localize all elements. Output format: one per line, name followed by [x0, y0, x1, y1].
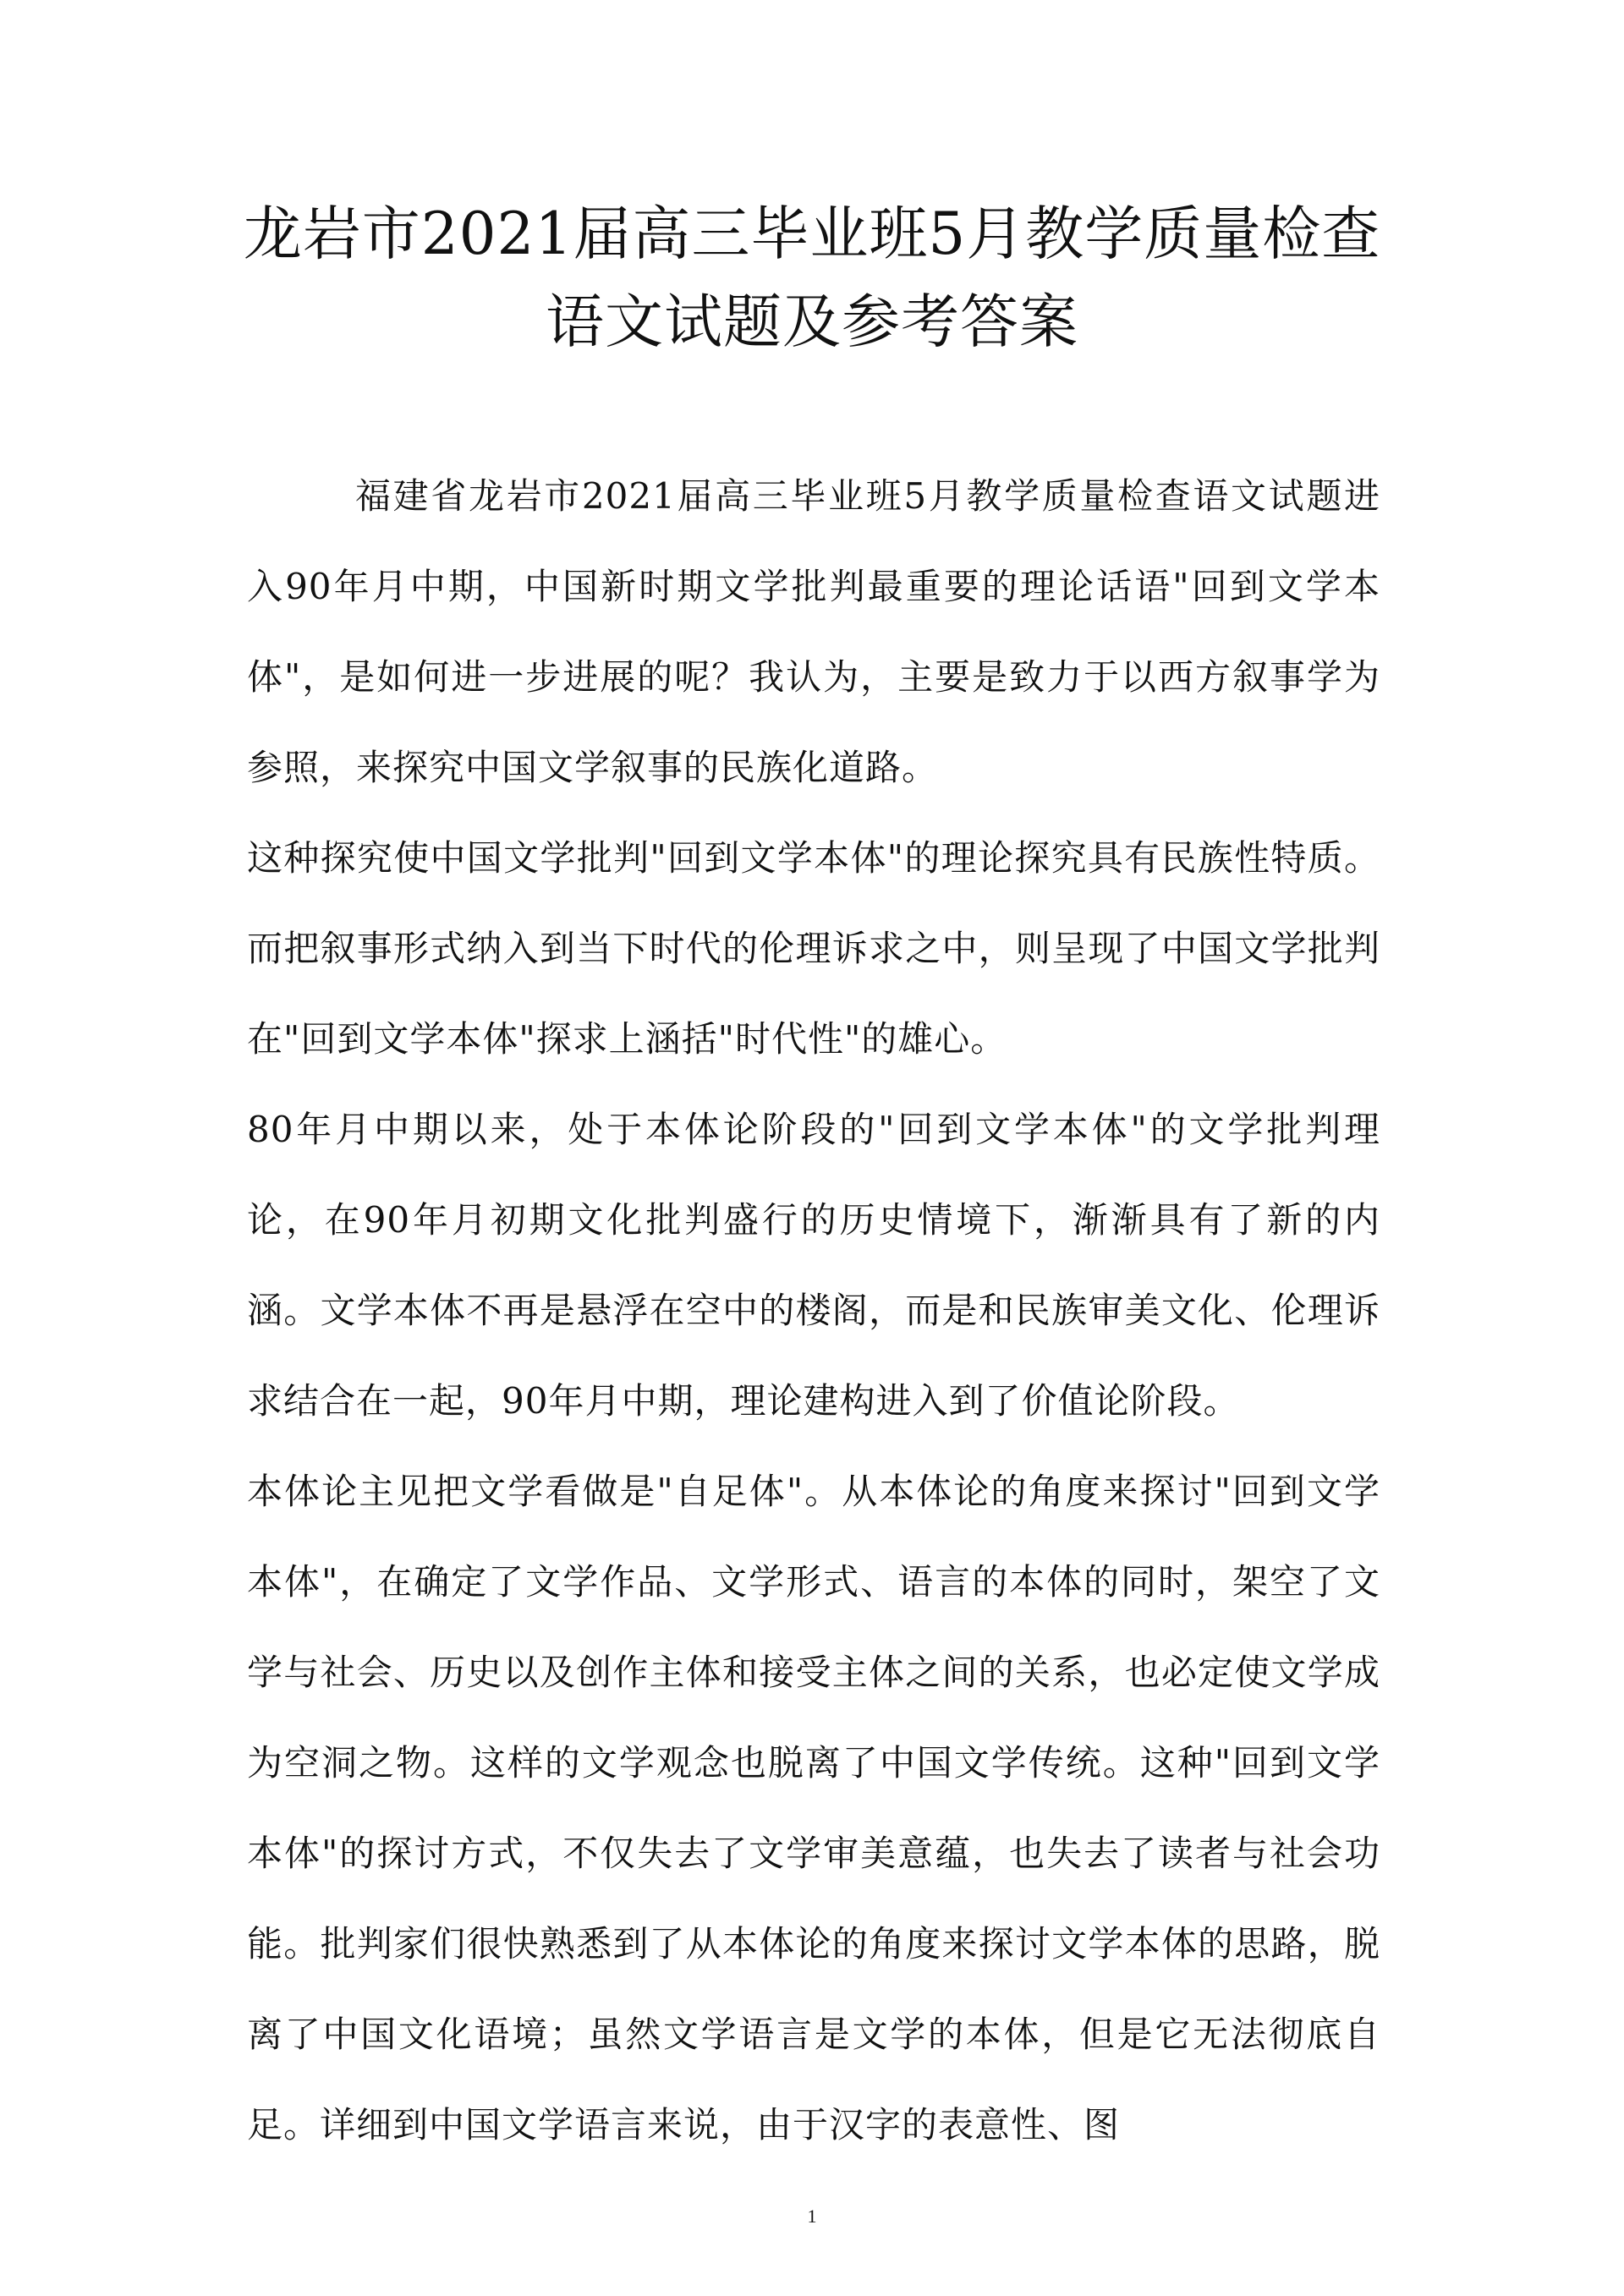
- paragraph-3: 80年月中期以来，处于本体论阶段的"回到文学本体"的文学批判理论，在90年月初期文化批判盛行的历史情境下，渐渐具有了新的内涵。文学本体不再是悬浮在空中的楼阁，而是和民族审美文化、伦理诉求结合在一起，90年月中期，理论建构进入到了价值论阶段。: [247, 1109, 1380, 1422]
- paragraph-2: 这种探究使中国文学批判"回到文学本体"的理论探究具有民族性特质。而把叙事形式纳入到当下时代的伦理诉求之中，则呈现了中国文学批判在"回到文学本体"探求上涵括"时代性"的雄心。: [247, 837, 1380, 1060]
- document-body: [247, 451, 1380, 2170]
- paragraph-1: 福建省龙岩市2021届高三毕业班5月教学质量检查语文试题进入90年月中期，中国新时期文学批判最重要的理论话语"回到文学本体"，是如何进一步进展的呢？我认为，主要是致力于以西方叙事学为参照，来探究中国文学叙事的民族化道路。: [247, 475, 1380, 788]
- document-title: 龙岩市2021届高三毕业班5月教学质量检查语文试题及参考答案: [243, 200, 1381, 356]
- paragraph-4: 本体论主见把文学看做是"自足体"。从本体论的角度来探讨"回到文学本体"，在确定了文学作品、文学形式、语言的本体的同时，架空了文学与社会、历史以及创作主体和接受主体之间的关系，也必定使文学成为空洞之物。这样的文学观念也脱离了中国文学传统。这种"回到文学本体"的探讨方式，不仅失去了文学审美意蕴，也失去了读者与社会功能。批判家们很快熟悉到了从本体论的角度来探讨文学本体的思路，脱离了中国文化语境；虽然文学语言是文学的本体，但是它无法彻底自足。详细到中国文学语言来说，由于汉字的表意性、图: [247, 1471, 1380, 2145]
- page-number: 1: [807, 2206, 817, 2227]
